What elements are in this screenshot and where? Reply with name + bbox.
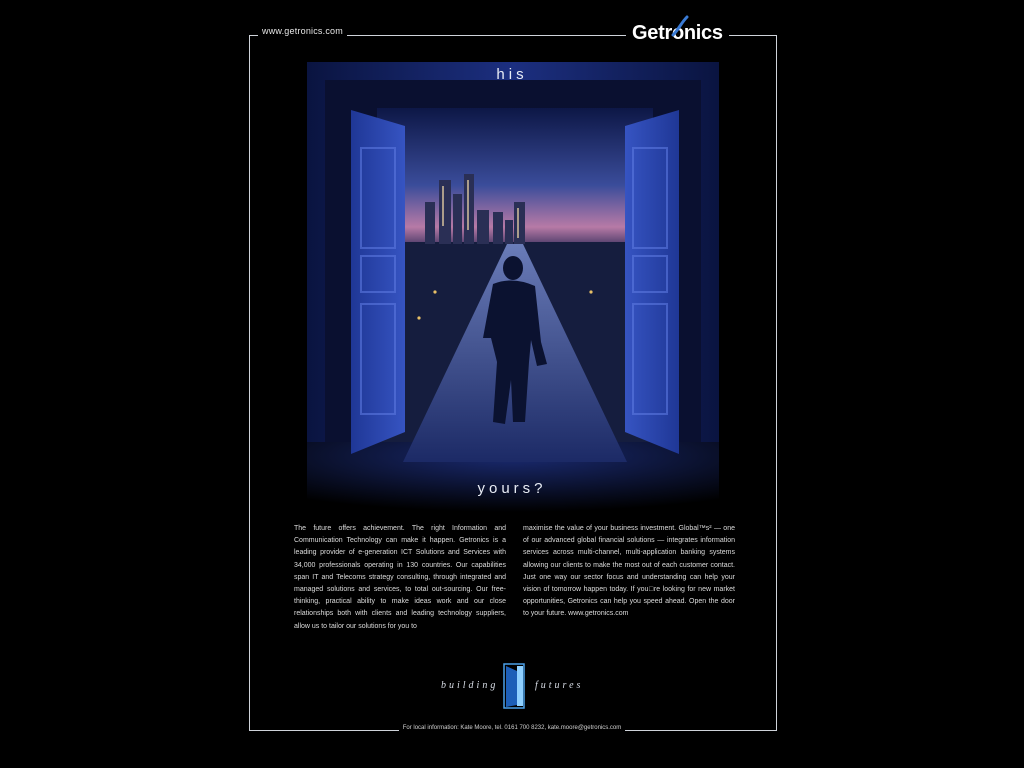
tagline-futures: futures bbox=[535, 680, 584, 691]
headline-bottom: yours? bbox=[477, 480, 547, 497]
open-door-icon bbox=[503, 663, 525, 709]
body-text-right: maximise the value of your business investment. Global™s² — one of our advanced global financial solutions — integrates information services across multi-channel, multi-application banking systems allowing our clients to make the most out of each customer contact. Just one way our sector focus and understanding can help your vision of tomorrow happen today. If you□re looking for new market opportunities, Getronics can help you speed ahead. Open the door to your future. www.getronics.com bbox=[523, 525, 735, 618]
tagline-building: building bbox=[441, 680, 499, 691]
body-text-left: The future offers achievement. The right Information and Communication Technology can make it happen. Getronics is a leading provider of e-generation ICT Solutions and Services with 34,000 professionals operating in 130 countries. Our capabilities span IT and Telecoms strategy consulting, through integrated and managed solutions and services, to total out-sourcing. Our free-thinking, practical ability to make ideas work and our close relationships both with clients and leading technology suppliers, allow us to tailor our solutions for you to bbox=[294, 525, 506, 630]
logo-text-1: Getr bbox=[632, 21, 672, 44]
doorway-illustration bbox=[307, 62, 719, 512]
left-door bbox=[351, 110, 405, 454]
headline-top: his bbox=[496, 66, 528, 83]
top-url: www.getronics.com bbox=[258, 26, 347, 36]
logo-text-3: nics bbox=[683, 21, 723, 44]
logo-text-2: o bbox=[671, 21, 684, 44]
getronics-swoosh-icon bbox=[669, 15, 691, 39]
footer-contact-text: For local information: Kate Moore, tel. 0161 700 8232, kate.moore@getronics.com bbox=[399, 725, 626, 731]
logo-o-wrap bbox=[672, 22, 684, 45]
getronics-logo bbox=[626, 18, 729, 48]
footer-contact bbox=[0, 725, 1024, 731]
